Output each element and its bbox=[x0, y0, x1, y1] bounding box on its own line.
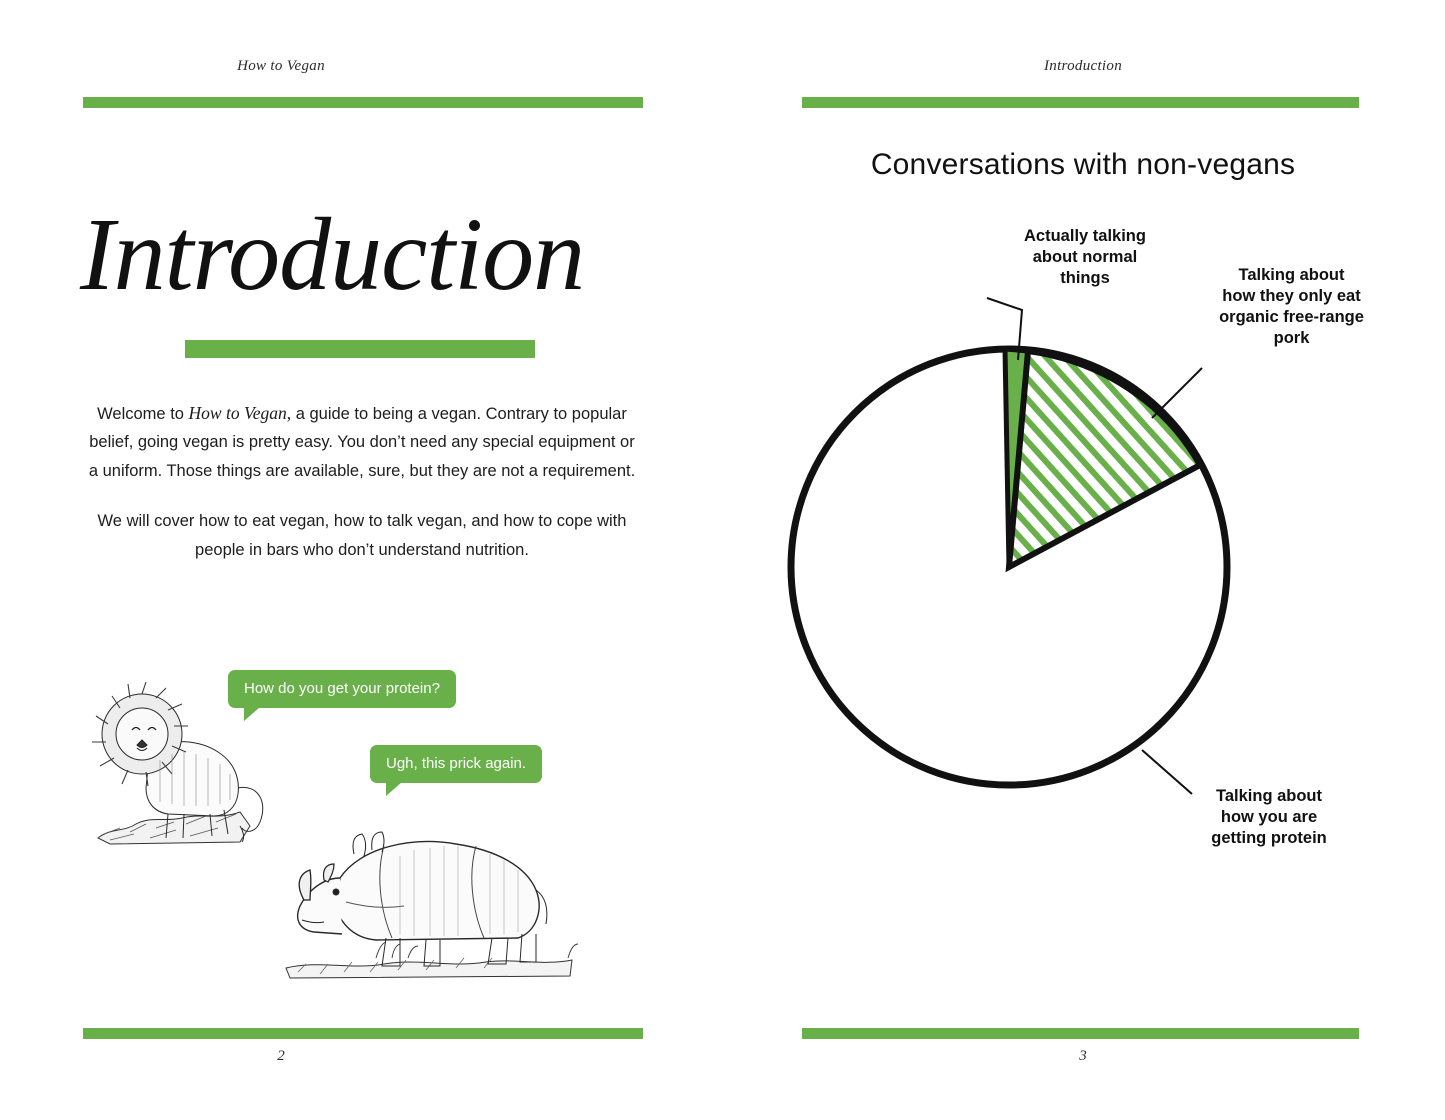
left-page bbox=[0, 0, 722, 1120]
rhinoceros-engraving bbox=[280, 770, 580, 990]
pie-label-organic-pork: Talking about how they only eat organic free-range pork bbox=[1219, 266, 1364, 348]
title-underline-bar bbox=[185, 340, 535, 358]
chart-title: Conversations with non-vegans bbox=[870, 148, 1296, 181]
intro-paragraph-2: We will cover how to eat vegan, how to talk vegan, and how to cope with people in bars who don’t understand nutrition. bbox=[97, 512, 627, 559]
bottom-rule-right bbox=[802, 1028, 1359, 1039]
intro-body-copy bbox=[88, 398, 636, 586]
intro-paragraph-1-prefix: Welcome to bbox=[97, 405, 189, 423]
top-rule-right bbox=[802, 97, 1359, 108]
right-page bbox=[722, 0, 1444, 1120]
speech-bubble-lion: How do you get your protein? bbox=[228, 670, 456, 708]
pie-label-normal-things: Actually talking about normal things bbox=[1024, 227, 1146, 288]
running-head-right: Introduction bbox=[1043, 58, 1123, 74]
bottom-rule-left bbox=[83, 1028, 643, 1039]
page-title: Introduction bbox=[80, 197, 585, 312]
speech-bubble-rhino: Ugh, this prick again. bbox=[370, 745, 542, 783]
illustration-area bbox=[80, 630, 650, 990]
intro-paragraph-1-suffix: a guide to being a vegan. Contrary to popular belief, going vegan is pretty easy. You don’t need any special equipment or a uniform. Those things are available, sure, but they are not a requirement. bbox=[88, 405, 636, 480]
top-rule-left bbox=[83, 97, 643, 108]
page-number-left: 2 bbox=[277, 1048, 285, 1064]
pie-chart bbox=[722, 190, 1444, 910]
pie-label-protein: Talking about how you are getting protein bbox=[1211, 787, 1327, 848]
intro-paragraph-1 bbox=[88, 398, 636, 485]
leader-line-organic-pork bbox=[1152, 368, 1202, 418]
page-number-right: 3 bbox=[1079, 1048, 1087, 1064]
book-title-italic: How to Vegan, bbox=[188, 403, 292, 423]
running-head-left: How to Vegan bbox=[237, 58, 325, 74]
